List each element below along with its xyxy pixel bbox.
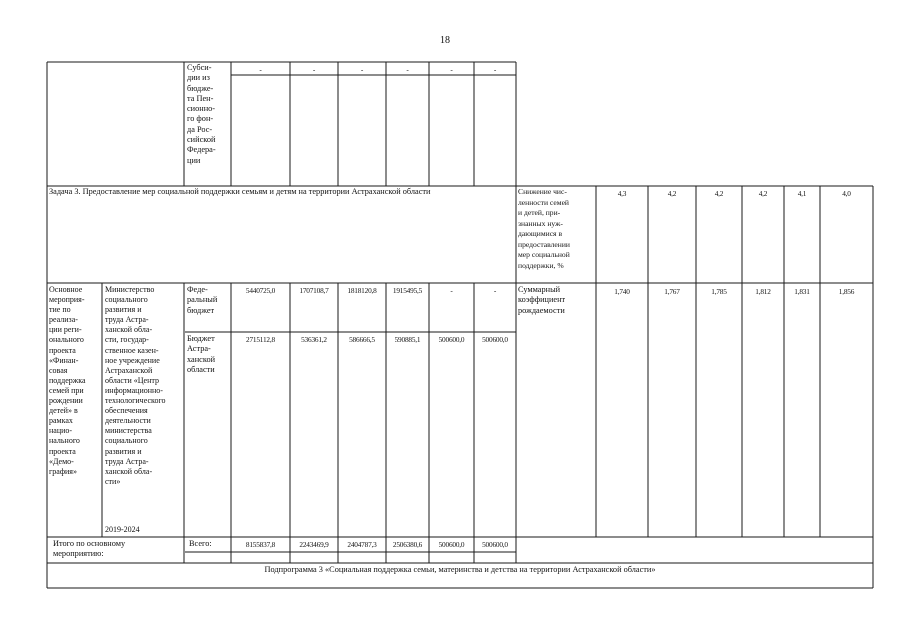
- task-3-indicator: Снижение чис- ленности семей и детей, при- знанных нуж- дающимися в предоставлении мер социальной поддержки, %: [518, 187, 570, 270]
- total-value: 500600,0: [482, 540, 508, 549]
- federal-value: 1707108,7: [299, 286, 329, 295]
- task-3-indicator-value: 4,1: [797, 189, 807, 198]
- subsidy-value: -: [360, 65, 364, 74]
- regional-value: 590885,1: [394, 335, 421, 344]
- regional-value: 500600,0: [438, 335, 465, 344]
- task-3-indicator-value: 4,3: [617, 189, 627, 198]
- subprogram-title: Подпрограмма 3 «Социальная поддержка семьи, материнства и детства на территории Астраханской области»: [264, 565, 656, 574]
- total-value: 500600,0: [438, 540, 465, 549]
- total-value: 2243469,9: [299, 540, 329, 549]
- regional-value: 500600,0: [482, 335, 508, 344]
- task-3-indicator-value: 4,2: [758, 189, 768, 198]
- page-number: 18: [440, 35, 450, 46]
- task-3-indicator-value: 4,0: [842, 189, 851, 198]
- main-measure-name: Основное мероприя- тие по реализа- ции реги- онального проекта «Финан- совая поддержка семей при рождении детей» в рамках нацио- нального проекта «Демо- графия»: [49, 285, 86, 476]
- subsidy-source-label: Субси- дии из бюдже- та Пен- сионно- го фон- да Рос- сийской Федера- ции: [187, 63, 216, 165]
- federal-value: 1915495,5: [392, 286, 423, 295]
- birth-rate-value: 1,740: [614, 287, 630, 296]
- regional-value: 536361,2: [301, 335, 327, 344]
- regional-value: 586666,5: [349, 335, 375, 344]
- funding-source-regional: Бюджет Астра- ханской области: [187, 334, 216, 374]
- subsidy-value: -: [406, 65, 409, 74]
- main-measure-executor: Министерство социального развития и труда Астра- ханской обла- сти, государ- ственное казен- ное учреждение Астраханской области «Центр информационно- технологического обеспечения деятельности министерства социального развития и труда Астра- ханской обла- сти»: [105, 285, 166, 486]
- total-value: 2506380,6: [392, 540, 423, 549]
- total-source: Всего:: [189, 539, 212, 548]
- task-3-indicator-value: 4,2: [714, 189, 724, 198]
- subsidy-value: -: [450, 65, 453, 74]
- total-label: Итого по основному мероприятию:: [53, 539, 126, 559]
- birth-rate-value: 1,856: [838, 287, 855, 296]
- federal-value: 5440725,0: [245, 286, 276, 295]
- funding-source-federal: Феде- ральный бюджет: [187, 285, 218, 315]
- federal-value: -: [493, 286, 497, 295]
- federal-value: -: [450, 286, 453, 295]
- task-3-title: Задача 3. Предоставление мер социальной поддержки семьям и детям на территории Астраханской области: [49, 187, 431, 196]
- main-measure-indicator: Суммарный коэффициент рождаемости: [518, 285, 566, 315]
- task-3-indicator-value: 4,2: [667, 189, 677, 198]
- main-measure-period: 2019-2024: [105, 525, 140, 534]
- regional-value: 2715112,8: [246, 335, 275, 344]
- birth-rate-value: 1,831: [794, 287, 810, 296]
- birth-rate-value: 1,812: [755, 287, 771, 296]
- birth-rate-value: 1,767: [664, 287, 680, 296]
- subsidy-value: -: [259, 65, 262, 74]
- subsidy-value: -: [493, 65, 497, 74]
- birth-rate-value: 1,785: [711, 287, 727, 296]
- federal-value: 1818120,8: [347, 286, 377, 295]
- total-value: 2404787,3: [347, 540, 377, 549]
- subsidy-value: -: [312, 65, 316, 74]
- total-value: 8155837,8: [245, 540, 276, 549]
